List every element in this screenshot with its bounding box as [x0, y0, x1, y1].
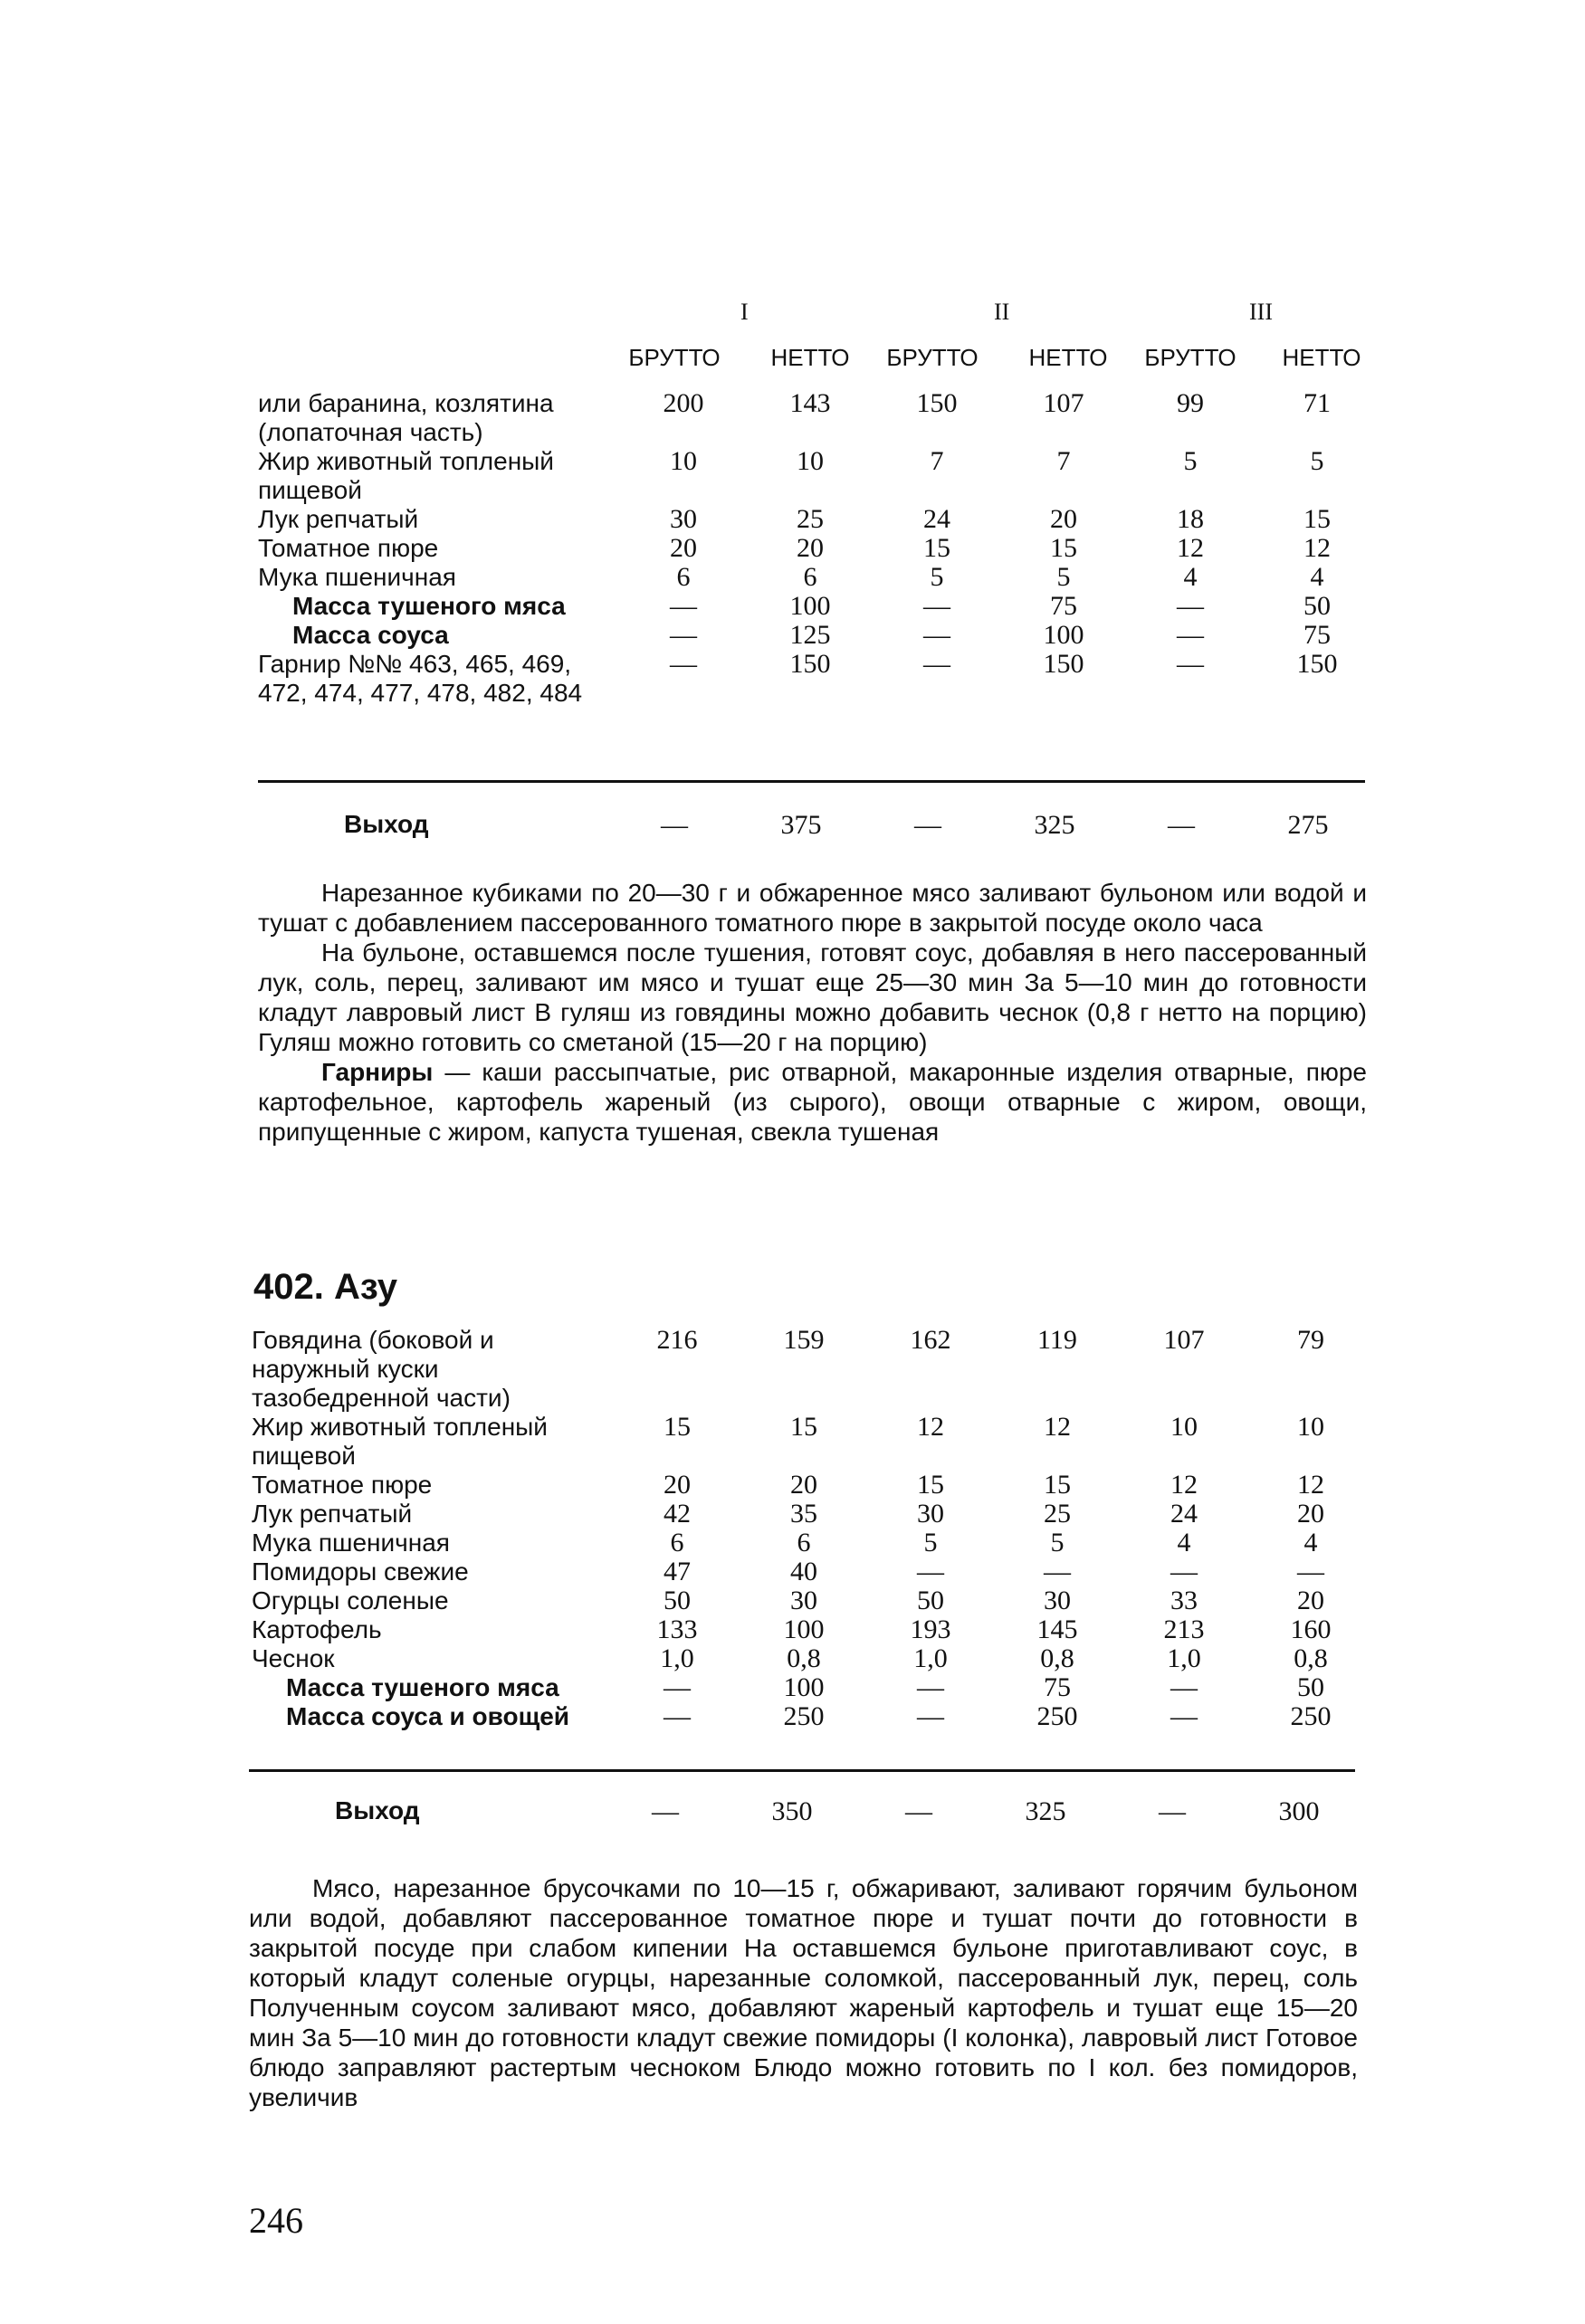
ingredient-name: Помидоры свежие [252, 1557, 469, 1586]
ingredient-name: Гарнир №№ 463, 465, 469, 472, 474, 477, 478, 482, 484 [258, 650, 583, 707]
yield-value: — [661, 810, 688, 840]
table-row [252, 1529, 1374, 1557]
yield-value: — [652, 1796, 679, 1826]
ingredient-amount: — [917, 1701, 944, 1731]
header-brutto-3: БРУТТО [1144, 344, 1236, 371]
ingredient-amount: 12 [917, 1412, 944, 1442]
ingredient-amount: 15 [1050, 533, 1077, 563]
ingredient-amount: 15 [1044, 1470, 1071, 1500]
ingredient-amount: 30 [790, 1586, 817, 1615]
ingredient-amount: 15 [664, 1412, 691, 1442]
ingredient-amount: 18 [1177, 504, 1204, 534]
ingredient-amount: 35 [790, 1499, 817, 1529]
ingredient-name: Томатное пюре [258, 534, 439, 562]
ingredient-amount: 6 [676, 562, 691, 592]
ingredient-amount: 213 [1163, 1614, 1205, 1644]
table-row [252, 1644, 1374, 1673]
ingredient-amount: 15 [923, 533, 950, 563]
ingredient-amount: 24 [923, 504, 950, 534]
header-netto-3: НЕТТО [1282, 344, 1361, 371]
ingredient-amount: 12 [1170, 1470, 1198, 1500]
ingredient-amount: 162 [910, 1325, 951, 1355]
column-group-1: I [740, 299, 749, 325]
ingredient-amount: — [670, 591, 697, 621]
header-netto-2: НЕТТО [1028, 344, 1108, 371]
ingredient-amount: 0,8 [1040, 1643, 1074, 1673]
ingredient-amount: 150 [916, 388, 958, 418]
ingredient-amount: 193 [910, 1614, 951, 1644]
ingredient-name: Мука пшеничная [252, 1529, 450, 1557]
ingredient-amount: — [1177, 620, 1204, 650]
ingredient-name: Масса тушеного мяса [286, 1673, 559, 1701]
header-brutto-1: БРУТТО [628, 344, 721, 371]
ingredient-amount: 159 [783, 1325, 825, 1355]
ingredient-amount: 20 [797, 533, 824, 563]
yield-value: 375 [780, 810, 822, 840]
ingredient-amount: 5 [1310, 446, 1324, 476]
ingredient-amount: 50 [1297, 1672, 1324, 1702]
yield-value: — [905, 1796, 932, 1826]
ingredient-amount: 107 [1043, 388, 1084, 418]
ingredients-table-2 [252, 1326, 1374, 1731]
ingredient-amount: — [923, 591, 950, 621]
ingredient-amount: 107 [1163, 1325, 1205, 1355]
yield-value: 325 [1025, 1796, 1066, 1826]
paragraph [258, 1057, 1367, 1147]
ingredient-amount: 10 [1170, 1412, 1198, 1442]
ingredient-amount: 25 [797, 504, 824, 534]
table-row [258, 563, 1380, 592]
ingredient-amount: 1,0 [913, 1643, 948, 1673]
table-row [252, 1615, 1374, 1644]
ingredient-amount: — [670, 649, 697, 679]
ingredient-amount: 20 [1297, 1586, 1324, 1615]
yield-label: Выход [335, 1796, 420, 1824]
ingredient-amount: 100 [789, 591, 831, 621]
ingredient-amount: 20 [1050, 504, 1077, 534]
ingredient-name: Картофель [252, 1615, 382, 1643]
ingredient-amount: 15 [917, 1470, 944, 1500]
ingredient-amount: 6 [803, 562, 817, 592]
ingredient-name: или баранина, козлятина (лопаточная часть) [258, 389, 554, 446]
yield-row-1 [344, 810, 1385, 846]
ingredient-amount: 20 [790, 1470, 817, 1500]
ingredient-name: Масса соуса и овощей [286, 1702, 569, 1730]
ingredient-amount: 6 [670, 1528, 684, 1557]
table-row [252, 1586, 1374, 1615]
column-group-3: III [1249, 299, 1273, 325]
column-group-2: II [994, 299, 1010, 325]
ingredient-amount: 7 [1056, 446, 1071, 476]
recipe-title: 402. Азу [253, 1267, 397, 1307]
yield-value: 275 [1287, 810, 1329, 840]
ingredient-amount: 4 [1177, 1528, 1191, 1557]
ingredient-amount: 71 [1303, 388, 1331, 418]
ingredient-amount: 15 [1303, 504, 1331, 534]
ingredient-amount: — [1170, 1557, 1198, 1586]
ingredient-amount: — [664, 1701, 691, 1731]
paragraph: На бульоне, оставшемся после тушения, готовят соус, добавляя в него пассерованный лук, соль, перец, заливают им мясо и тушат еще 25—30 мин За 5—10 мин до готовности кладут лавровый лист В гуляш из говядины можно добавить чеснок (0,8 г нетто на порцию) Гуляш можно готовить со сметаной (15—20 г на порцию) [258, 938, 1367, 1056]
ingredient-amount: 216 [656, 1325, 698, 1355]
ingredient-amount: 250 [783, 1701, 825, 1731]
yield-value: — [1168, 810, 1195, 840]
ingredient-amount: 10 [797, 446, 824, 476]
yield-value: 350 [771, 1796, 813, 1826]
yield-label: Выход [344, 810, 429, 838]
garnish-text: — каши рассыпчатые, рис отварной, макаронные изделия отварные, пюре картофельное, картофель жареный (из сырого), овощи отварные с жиром, овощи, припущенные с жиром, капуста тушеная, свекла тушеная [258, 1058, 1367, 1146]
ingredient-amount: 5 [1050, 1528, 1065, 1557]
ingredient-name: Масса соуса [292, 621, 449, 649]
table-1-divider [258, 780, 1365, 783]
ingredient-amount: 20 [664, 1470, 691, 1500]
ingredient-amount: 99 [1177, 388, 1204, 418]
ingredient-amount: 30 [1044, 1586, 1071, 1615]
ingredient-amount: — [1297, 1557, 1324, 1586]
ingredient-amount: 50 [1303, 591, 1331, 621]
ingredient-amount: 20 [670, 533, 697, 563]
ingredient-amount: 6 [797, 1528, 811, 1557]
ingredient-amount: — [1177, 649, 1204, 679]
table-row [258, 650, 1380, 708]
table-row [252, 1557, 1374, 1586]
ingredient-name: Жир животный топленый пищевой [258, 447, 554, 504]
ingredient-amount: 4 [1310, 562, 1324, 592]
table-row [252, 1500, 1374, 1529]
ingredient-amount: 30 [670, 504, 697, 534]
ingredient-amount: 200 [663, 388, 704, 418]
paragraph: Нарезанное кубиками по 20—30 г и обжаренное мясо заливают бульоном или водой и тушат с добавлением пассерованного томатного пюре в закрытой посуде около часа [258, 879, 1367, 937]
ingredient-amount: — [923, 649, 950, 679]
table-row [258, 389, 1380, 447]
table-row [252, 1702, 1374, 1731]
ingredient-name: Мука пшеничная [258, 563, 456, 591]
ingredient-amount: 5 [923, 1528, 938, 1557]
ingredient-amount: 75 [1044, 1672, 1071, 1702]
yield-value: — [1159, 1796, 1186, 1826]
ingredient-amount: 0,8 [1294, 1643, 1328, 1673]
ingredient-amount: 75 [1050, 591, 1077, 621]
ingredient-amount: 4 [1183, 562, 1198, 592]
ingredient-amount: 50 [664, 1586, 691, 1615]
ingredient-amount: — [923, 620, 950, 650]
ingredient-amount: — [1044, 1557, 1071, 1586]
ingredient-amount: 10 [1297, 1412, 1324, 1442]
ingredient-name: Чеснок [252, 1644, 335, 1672]
ingredient-amount: 12 [1044, 1412, 1071, 1442]
ingredient-amount: 42 [664, 1499, 691, 1529]
ingredient-amount: 150 [1043, 649, 1084, 679]
ingredient-name: Огурцы соленые [252, 1586, 449, 1614]
ingredient-amount: 1,0 [660, 1643, 694, 1673]
ingredient-amount: 25 [1044, 1499, 1071, 1529]
yield-row-2 [335, 1796, 1376, 1833]
ingredient-amount: 4 [1303, 1528, 1318, 1557]
ingredient-amount: 5 [930, 562, 944, 592]
page-number: 246 [249, 2200, 303, 2241]
table-row [258, 505, 1380, 534]
table-row [252, 1673, 1374, 1702]
ingredient-amount: 5 [1056, 562, 1071, 592]
ingredient-amount: 250 [1290, 1701, 1332, 1731]
ingredient-amount: — [1177, 591, 1204, 621]
ingredient-amount: 125 [789, 620, 831, 650]
ingredient-amount: — [917, 1672, 944, 1702]
yield-value: 300 [1278, 1796, 1320, 1826]
ingredient-amount: 1,0 [1167, 1643, 1201, 1673]
ingredient-amount: 5 [1183, 446, 1198, 476]
ingredient-amount: 12 [1177, 533, 1204, 563]
table-row [258, 534, 1380, 563]
ingredient-amount: 50 [917, 1586, 944, 1615]
yield-value: — [914, 810, 941, 840]
table-row [252, 1413, 1374, 1471]
table-2-divider [249, 1769, 1355, 1772]
ingredient-amount: 100 [1043, 620, 1084, 650]
ingredient-amount: 119 [1037, 1325, 1077, 1355]
ingredient-amount: — [664, 1672, 691, 1702]
ingredient-name: Томатное пюре [252, 1471, 433, 1499]
table-row [258, 592, 1380, 621]
ingredient-amount: 33 [1170, 1586, 1198, 1615]
ingredient-amount: 40 [790, 1557, 817, 1586]
header-netto-1: НЕТТО [770, 344, 850, 371]
ingredient-amount: 12 [1303, 533, 1331, 563]
ingredient-name: Говядина (боковой и наружный куски тазобедренной части) [252, 1326, 511, 1412]
method-text-2 [249, 1873, 1358, 2112]
method-text-1 [258, 878, 1367, 1147]
ingredient-amount: 7 [930, 446, 944, 476]
ingredient-amount: 150 [1296, 649, 1338, 679]
ingredient-amount: 10 [670, 446, 697, 476]
ingredient-amount: 145 [1036, 1614, 1078, 1644]
ingredient-amount: 79 [1297, 1325, 1324, 1355]
ingredient-amount: — [670, 620, 697, 650]
table-row [258, 621, 1380, 650]
ingredient-name: Масса тушеного мяса [292, 592, 566, 620]
ingredient-amount: — [1170, 1701, 1198, 1731]
header-brutto-2: БРУТТО [886, 344, 979, 371]
ingredient-name: Лук репчатый [258, 505, 419, 533]
ingredient-amount: — [917, 1557, 944, 1586]
ingredient-amount: 75 [1303, 620, 1331, 650]
ingredient-amount: — [1170, 1672, 1198, 1702]
ingredient-name: Жир животный топленый пищевой [252, 1413, 548, 1470]
ingredient-amount: 160 [1290, 1614, 1332, 1644]
table-row [258, 447, 1380, 505]
ingredient-amount: 150 [789, 649, 831, 679]
ingredient-amount: 100 [783, 1672, 825, 1702]
ingredient-amount: 143 [789, 388, 831, 418]
ingredients-table-1 [258, 389, 1380, 708]
table-row [252, 1326, 1374, 1413]
ingredient-amount: 250 [1036, 1701, 1078, 1731]
ingredient-amount: 100 [783, 1614, 825, 1644]
ingredient-amount: 12 [1297, 1470, 1324, 1500]
paragraph: Мясо, нарезанное брусочками по 10—15 г, обжаривают, заливают горячим бульоном или водой, добавляют пассерованное томатное пюре и тушат почти до готовности в закрытой посуде при слабом кипении На оставшемся бульоне приготавливают соус, в который кладут соленые огурцы, нарезанные соломкой, пассерованный лук, перец, соль Полученным соусом заливают мясо, добавляют жареный картофель и тушат еще 15—20 мин За 5—10 мин до готовности кладут свежие помидоры (I колонка), лавровый лист Готовое блюдо заправляют растертым чесноком Блюдо можно готовить по I кол. без помидоров, увеличив [249, 1874, 1358, 2111]
ingredient-amount: 47 [664, 1557, 691, 1586]
ingredient-name: Лук репчатый [252, 1500, 413, 1528]
ingredient-amount: 15 [790, 1412, 817, 1442]
ingredient-amount: 20 [1297, 1499, 1324, 1529]
ingredient-amount: 0,8 [787, 1643, 821, 1673]
ingredient-amount: 30 [917, 1499, 944, 1529]
yield-value: 325 [1034, 810, 1075, 840]
garnish-lead: Гарниры [321, 1058, 434, 1086]
table-row [252, 1471, 1374, 1500]
ingredient-amount: 133 [656, 1614, 698, 1644]
ingredient-amount: 24 [1170, 1499, 1198, 1529]
